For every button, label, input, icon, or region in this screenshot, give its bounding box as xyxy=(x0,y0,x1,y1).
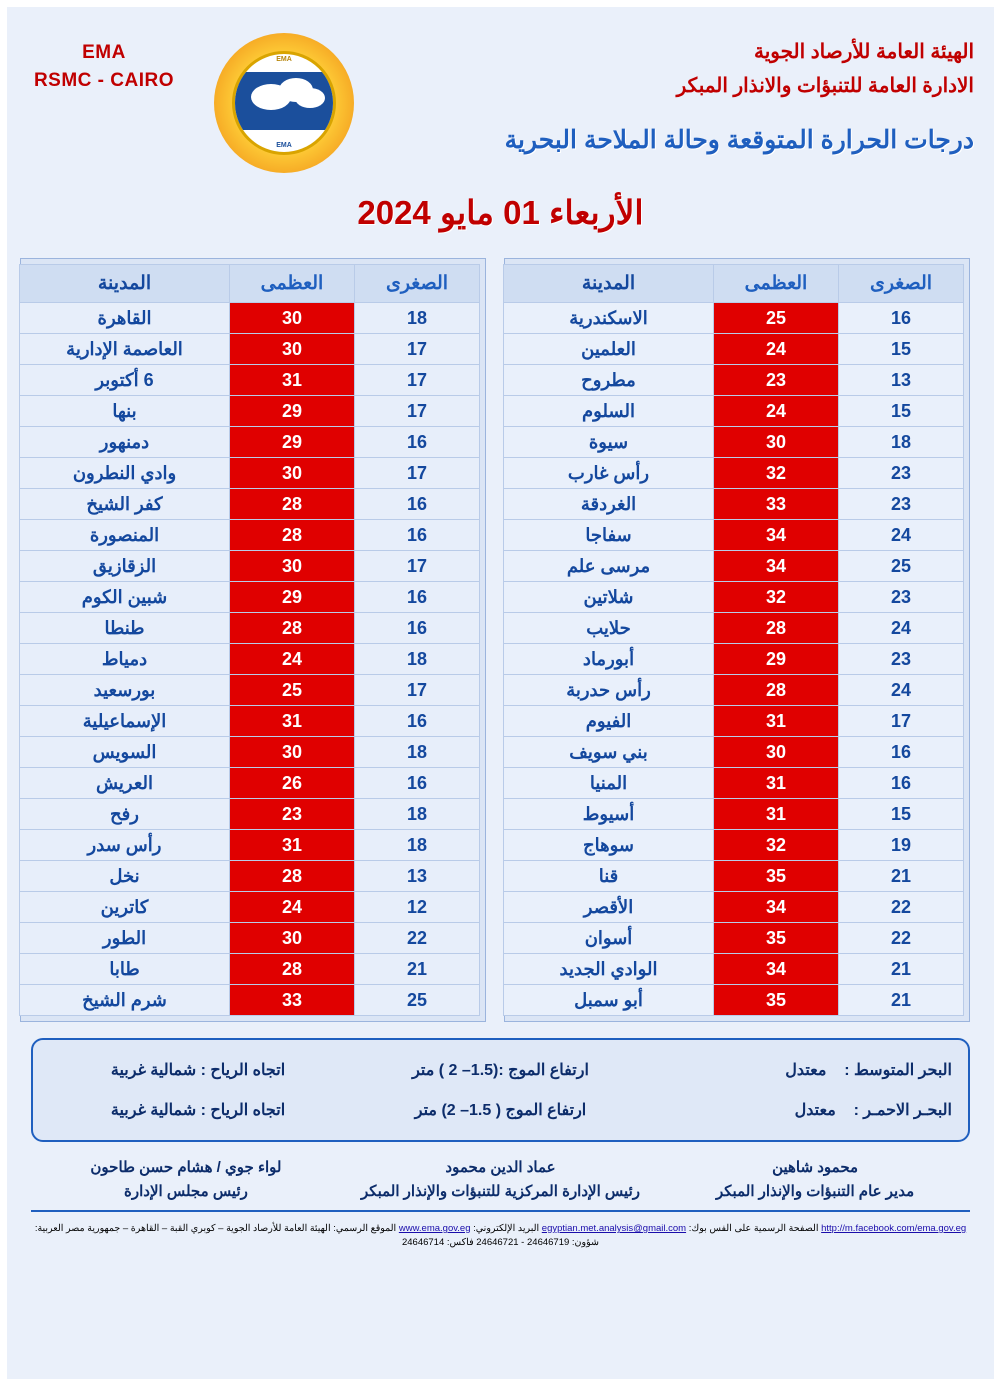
table-row xyxy=(20,923,480,954)
cell-min-temp: 16 xyxy=(839,303,964,334)
cell-min-temp: 23 xyxy=(839,489,964,520)
cell-city-name: بني سويف xyxy=(504,737,714,768)
signature-title: مدير عام التنبؤات والإنذار المبكر xyxy=(716,1183,915,1200)
sea-state: معتدل xyxy=(794,1102,836,1119)
cell-max-temp: 32 xyxy=(714,582,839,613)
table-row xyxy=(504,799,964,830)
cell-city-name: دمنهور xyxy=(20,427,230,458)
cell-max-temp: 28 xyxy=(230,613,355,644)
cell-min-temp: 17 xyxy=(355,458,480,489)
cell-min-temp: 24 xyxy=(839,613,964,644)
table-row xyxy=(20,427,480,458)
cell-max-temp: 28 xyxy=(230,861,355,892)
cell-city-name: وادي النطرون xyxy=(20,458,230,489)
cell-max-temp: 33 xyxy=(714,489,839,520)
cell-min-temp: 16 xyxy=(355,613,480,644)
table-row xyxy=(20,799,480,830)
page-footer xyxy=(23,1222,978,1251)
table-row xyxy=(504,520,964,551)
cell-max-temp: 28 xyxy=(230,520,355,551)
cell-min-temp: 21 xyxy=(355,954,480,985)
cell-min-temp: 21 xyxy=(839,861,964,892)
table-row xyxy=(20,613,480,644)
cell-min-temp: 21 xyxy=(839,954,964,985)
cell-city-name: العاصمة الإدارية xyxy=(20,334,230,365)
cell-city-name: سفاجا xyxy=(504,520,714,551)
cell-min-temp: 23 xyxy=(839,458,964,489)
cell-max-temp: 30 xyxy=(230,458,355,489)
logo-bottom-text: EMA xyxy=(276,142,292,149)
table-row xyxy=(504,644,964,675)
cell-city-name: المنصورة xyxy=(20,520,230,551)
signature-head-central-dept xyxy=(346,1156,656,1204)
cell-min-temp: 22 xyxy=(839,892,964,923)
website-link[interactable]: www.ema.gov.eg xyxy=(398,1223,471,1234)
cell-min-temp: 24 xyxy=(839,675,964,706)
table-row xyxy=(20,458,480,489)
cell-city-name: أسيوط xyxy=(504,799,714,830)
table-row xyxy=(504,582,964,613)
cell-min-temp: 22 xyxy=(839,923,964,954)
cell-min-temp: 13 xyxy=(355,861,480,892)
cell-max-temp: 35 xyxy=(714,923,839,954)
header-city: المدينة xyxy=(504,265,714,303)
cell-max-temp: 35 xyxy=(714,861,839,892)
table-row xyxy=(504,303,964,334)
cell-min-temp: 18 xyxy=(355,830,480,861)
table-row xyxy=(504,706,964,737)
cell-min-temp: 25 xyxy=(839,551,964,582)
cell-max-temp: 29 xyxy=(714,644,839,675)
signature-name: محمود شاهين xyxy=(772,1159,859,1176)
cell-city-name: مرسى علم xyxy=(504,551,714,582)
cell-max-temp: 29 xyxy=(230,396,355,427)
cell-min-temp: 16 xyxy=(355,489,480,520)
organization-line1: الهيئة العامة للأرصاد الجوية xyxy=(753,41,974,63)
table-header-row xyxy=(20,265,480,303)
cell-city-name: طنطا xyxy=(20,613,230,644)
cell-min-temp: 17 xyxy=(355,675,480,706)
cell-min-temp: 18 xyxy=(355,303,480,334)
cell-max-temp: 31 xyxy=(714,768,839,799)
cell-max-temp: 30 xyxy=(230,334,355,365)
logo-top-text: EMA xyxy=(276,56,292,63)
header-city: المدينة xyxy=(20,265,230,303)
table-row xyxy=(20,303,480,334)
cell-city-name: الغردقة xyxy=(504,489,714,520)
header-max: العظمى xyxy=(714,265,839,303)
cell-city-name: الزقازيق xyxy=(20,551,230,582)
cell-min-temp: 12 xyxy=(355,892,480,923)
ema-rsmc-label xyxy=(34,39,174,94)
table-row xyxy=(20,365,480,396)
cell-max-temp: 30 xyxy=(230,551,355,582)
cell-city-name: مطروح xyxy=(504,365,714,396)
table-row xyxy=(20,551,480,582)
sea-name-state-mediterranean xyxy=(654,1060,952,1080)
cell-min-temp: 21 xyxy=(839,985,964,1016)
cell-city-name: رفح xyxy=(20,799,230,830)
cell-max-temp: 28 xyxy=(230,489,355,520)
cell-city-name: أبو سمبل xyxy=(504,985,714,1016)
footer-address: الهيئة العامة للأرصاد الجوية – كوبري القبة – القاهرة – جمهورية مصر العربية: شؤون: 24646719 - 24646721 فاكس: 24646714 xyxy=(34,1223,599,1249)
table-row xyxy=(504,334,964,365)
ema-label-line2: RSMC - CAIRO xyxy=(33,69,174,91)
table-row xyxy=(504,892,964,923)
cell-min-temp: 16 xyxy=(355,768,480,799)
cell-max-temp: 30 xyxy=(714,427,839,458)
bulletin-date: الأربعاء 01 مايو 2024 xyxy=(357,194,644,231)
table-row xyxy=(504,861,964,892)
table-row xyxy=(504,489,964,520)
temperature-table-right xyxy=(20,258,486,1022)
cell-city-name: الفيوم xyxy=(504,706,714,737)
table-row xyxy=(504,985,964,1016)
organization-title xyxy=(374,35,974,103)
signature-chairman xyxy=(31,1156,341,1204)
cell-city-name: العلمين xyxy=(504,334,714,365)
signatures xyxy=(31,1156,970,1212)
sea-wave-mediterranean: ارتفاع الموج :(1.5– 2 ) متر xyxy=(412,1062,589,1079)
header-min: الصغرى xyxy=(839,265,964,303)
cell-min-temp: 17 xyxy=(355,551,480,582)
table-row xyxy=(20,706,480,737)
cell-max-temp: 35 xyxy=(714,985,839,1016)
cell-min-temp: 16 xyxy=(839,768,964,799)
cell-city-name: قنا xyxy=(504,861,714,892)
signature-director-general xyxy=(660,1156,970,1204)
cell-min-temp: 18 xyxy=(839,427,964,458)
table-row xyxy=(504,613,964,644)
cell-city-name: السويس xyxy=(20,737,230,768)
cell-city-name: كفر الشيخ xyxy=(20,489,230,520)
cell-max-temp: 26 xyxy=(230,768,355,799)
cell-min-temp: 18 xyxy=(355,644,480,675)
email-link[interactable]: egyptian.met.analysis@gmail.com xyxy=(541,1223,687,1234)
table-row xyxy=(20,861,480,892)
table-row xyxy=(20,489,480,520)
cell-max-temp: 23 xyxy=(714,365,839,396)
cell-city-name: الأقصر xyxy=(504,892,714,923)
table-row xyxy=(504,551,964,582)
organization-line2: الادارة العامة للتنبؤات والانذار المبكر xyxy=(676,75,974,97)
cell-max-temp: 31 xyxy=(230,830,355,861)
cell-city-name: الاسكندرية xyxy=(504,303,714,334)
cell-min-temp: 18 xyxy=(355,737,480,768)
cell-min-temp: 15 xyxy=(839,799,964,830)
cell-min-temp: 23 xyxy=(839,582,964,613)
cell-max-temp: 25 xyxy=(714,303,839,334)
page-header xyxy=(7,7,994,187)
ema-logo xyxy=(214,33,354,173)
cell-city-name: طابا xyxy=(20,954,230,985)
cell-city-name: بنها xyxy=(20,396,230,427)
cell-min-temp: 15 xyxy=(839,396,964,427)
table-header-row xyxy=(504,265,964,303)
sea-conditions-box xyxy=(31,1038,970,1142)
cell-max-temp: 28 xyxy=(714,613,839,644)
cell-min-temp: 17 xyxy=(355,396,480,427)
cell-max-temp: 23 xyxy=(230,799,355,830)
cell-min-temp: 24 xyxy=(839,520,964,551)
cell-city-name: السلوم xyxy=(504,396,714,427)
cell-city-name: بورسعيد xyxy=(20,675,230,706)
sea-state: معتدل xyxy=(785,1062,827,1079)
cell-min-temp: 13 xyxy=(839,365,964,396)
temperature-tables xyxy=(7,232,994,1022)
sea-row-red-sea xyxy=(49,1090,952,1130)
cloud-icon xyxy=(295,88,325,108)
sea-name: البحـر الاحمـر : xyxy=(853,1102,952,1119)
table-row xyxy=(504,923,964,954)
cell-city-name: المنيا xyxy=(504,768,714,799)
cell-city-name: الإسماعيلية xyxy=(20,706,230,737)
page-title: درجات الحرارة المتوقعة وحالة الملاحة البحرية xyxy=(504,126,974,154)
signature-title: رئيس الإدارة المركزية للتنبؤات والإنذار المبكر xyxy=(361,1183,640,1200)
cell-min-temp: 16 xyxy=(355,520,480,551)
cell-max-temp: 24 xyxy=(230,892,355,923)
cell-max-temp: 28 xyxy=(230,954,355,985)
temperature-table-left xyxy=(504,258,970,1022)
table-row xyxy=(20,892,480,923)
cell-max-temp: 24 xyxy=(230,644,355,675)
table-row xyxy=(504,427,964,458)
cell-city-name: 6 أكتوبر xyxy=(20,365,230,396)
header-min: الصغرى xyxy=(355,265,480,303)
table-row xyxy=(504,737,964,768)
cell-city-name: القاهرة xyxy=(20,303,230,334)
cell-city-name: شبين الكوم xyxy=(20,582,230,613)
footer-email-label: البريد الإلكتروني: xyxy=(473,1223,540,1234)
cell-max-temp: 34 xyxy=(714,954,839,985)
cell-city-name: كاترين xyxy=(20,892,230,923)
cell-max-temp: 33 xyxy=(230,985,355,1016)
cell-min-temp: 25 xyxy=(355,985,480,1016)
table-row xyxy=(20,954,480,985)
cell-max-temp: 30 xyxy=(230,737,355,768)
table-row xyxy=(20,768,480,799)
cell-max-temp: 34 xyxy=(714,892,839,923)
cell-max-temp: 28 xyxy=(714,675,839,706)
table-row xyxy=(20,737,480,768)
cell-city-name: شلاتين xyxy=(504,582,714,613)
cell-city-name: الطور xyxy=(20,923,230,954)
ema-label-line1: EMA xyxy=(82,42,126,63)
cell-min-temp: 16 xyxy=(355,706,480,737)
table-row xyxy=(20,830,480,861)
table-row xyxy=(504,458,964,489)
cell-city-name: أبورماد xyxy=(504,644,714,675)
cell-city-name: سيوة xyxy=(504,427,714,458)
sea-name: البحر المتوسط : xyxy=(844,1062,952,1079)
cell-min-temp: 16 xyxy=(839,737,964,768)
signature-title: رئيس مجلس الإدارة xyxy=(124,1183,248,1200)
cell-city-name: شرم الشيخ xyxy=(20,985,230,1016)
cell-max-temp: 30 xyxy=(714,737,839,768)
cell-min-temp: 22 xyxy=(355,923,480,954)
cell-city-name: رأس حدربة xyxy=(504,675,714,706)
table-row xyxy=(20,675,480,706)
footer-site-label: الموقع الرسمي: xyxy=(333,1223,397,1234)
cell-min-temp: 17 xyxy=(355,334,480,365)
sea-row-mediterranean xyxy=(49,1050,952,1090)
cell-city-name: سوهاج xyxy=(504,830,714,861)
cell-city-name: أسوان xyxy=(504,923,714,954)
table-row xyxy=(504,830,964,861)
cell-min-temp: 19 xyxy=(839,830,964,861)
table-row xyxy=(20,520,480,551)
table-row xyxy=(504,954,964,985)
cell-max-temp: 25 xyxy=(230,675,355,706)
table-row xyxy=(504,675,964,706)
table-row xyxy=(20,396,480,427)
cell-city-name: رأس غارب xyxy=(504,458,714,489)
header-max: العظمى xyxy=(230,265,355,303)
logo-inner-disc xyxy=(232,51,336,155)
cell-max-temp: 29 xyxy=(230,427,355,458)
cell-min-temp: 16 xyxy=(355,427,480,458)
cell-min-temp: 18 xyxy=(355,799,480,830)
cell-max-temp: 34 xyxy=(714,520,839,551)
cell-max-temp: 29 xyxy=(230,582,355,613)
cell-max-temp: 24 xyxy=(714,396,839,427)
cell-city-name: الوادي الجديد xyxy=(504,954,714,985)
sea-wind-mediterranean: اتجاه الرياح : شمالية غربية xyxy=(110,1062,286,1079)
cell-max-temp: 34 xyxy=(714,551,839,582)
cell-max-temp: 31 xyxy=(714,706,839,737)
table-row xyxy=(20,644,480,675)
cell-min-temp: 23 xyxy=(839,644,964,675)
cell-city-name: نخل xyxy=(20,861,230,892)
table-row xyxy=(504,768,964,799)
cell-city-name: دمياط xyxy=(20,644,230,675)
footer-facebook-label: الصفحة الرسمية على الفس بوك: xyxy=(688,1223,819,1234)
cell-max-temp: 30 xyxy=(230,923,355,954)
table-row xyxy=(20,985,480,1016)
cell-min-temp: 15 xyxy=(839,334,964,365)
cell-max-temp: 31 xyxy=(230,365,355,396)
cell-max-temp: 32 xyxy=(714,458,839,489)
signature-name: عماد الدين محمود xyxy=(445,1159,556,1176)
table-row xyxy=(20,582,480,613)
facebook-link[interactable]: http://m.facebook.com/ema.gov.eg xyxy=(821,1223,967,1234)
signature-name: لواء جوي / هشام حسن طاحون xyxy=(90,1159,282,1176)
table-row xyxy=(504,365,964,396)
cell-max-temp: 24 xyxy=(714,334,839,365)
cell-min-temp: 17 xyxy=(839,706,964,737)
cell-city-name: رأس سدر xyxy=(20,830,230,861)
cell-city-name: حلايب xyxy=(504,613,714,644)
table-row xyxy=(20,334,480,365)
table-row xyxy=(504,396,964,427)
cell-min-temp: 16 xyxy=(355,582,480,613)
sea-wave-red-sea: ارتفاع الموج ( 1.5– 2) متر xyxy=(414,1102,587,1119)
cell-max-temp: 30 xyxy=(230,303,355,334)
cell-max-temp: 32 xyxy=(714,830,839,861)
sea-name-state-red-sea xyxy=(654,1100,952,1120)
cell-max-temp: 31 xyxy=(714,799,839,830)
sea-wind-red-sea: اتجاه الرياح : شمالية غربية xyxy=(110,1102,286,1119)
cell-city-name: العريش xyxy=(20,768,230,799)
cell-max-temp: 31 xyxy=(230,706,355,737)
cell-min-temp: 17 xyxy=(355,365,480,396)
